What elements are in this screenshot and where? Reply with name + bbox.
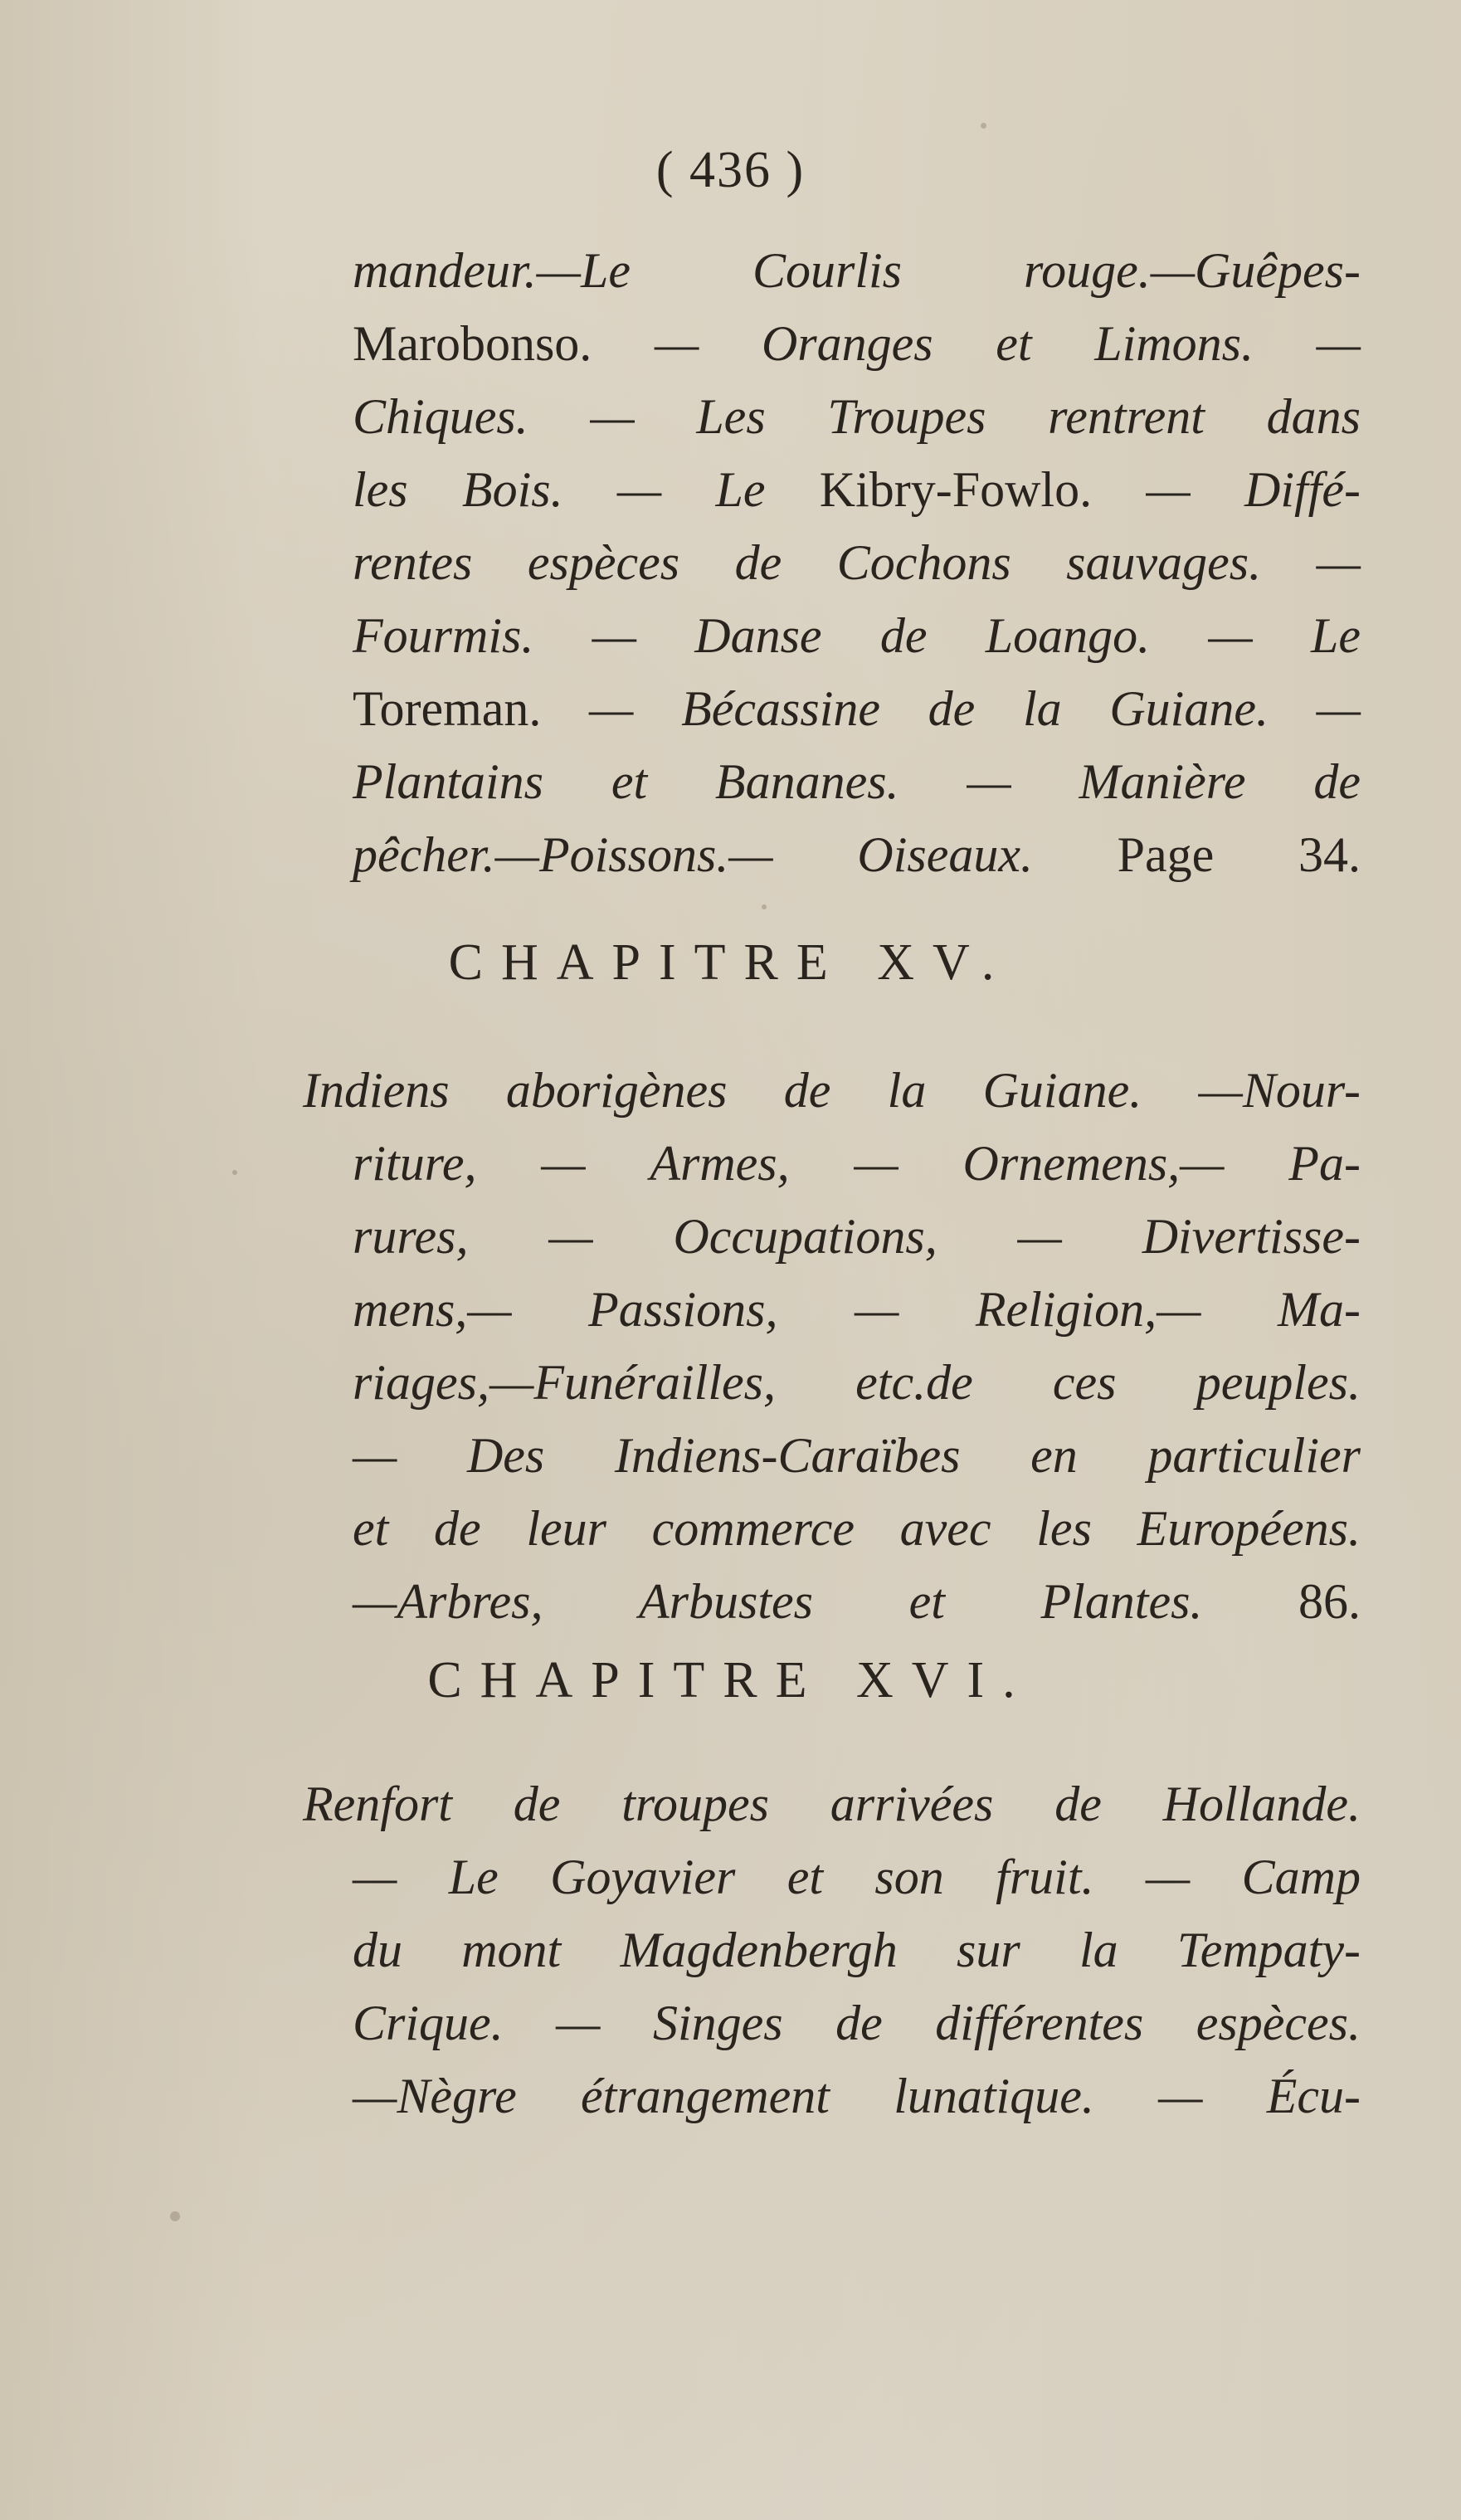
word: — [1017, 1209, 1062, 1264]
foxing-spot [981, 123, 986, 129]
word: Arbustes [639, 1574, 814, 1629]
word: Oiseaux. [857, 827, 1033, 882]
word: — [1316, 316, 1361, 371]
chapter-16-heading: CHAPITRE XVI. [427, 1652, 1034, 1708]
word: la [887, 1063, 927, 1118]
text-line [353, 1419, 1361, 1492]
word: Ornemens,— [962, 1136, 1225, 1191]
word: mandeur.—Le [353, 243, 631, 298]
word: — [1316, 535, 1361, 590]
text-line [353, 599, 1361, 672]
word: —Nour- [1198, 1063, 1361, 1118]
word: arrivées [830, 1777, 994, 1831]
text-line [353, 1200, 1361, 1273]
text-line [353, 2059, 1361, 2132]
word: — [589, 681, 634, 736]
word: de [879, 608, 928, 663]
word: particulier [1147, 1428, 1361, 1483]
word: riture, [353, 1136, 477, 1191]
word: aborigènes [505, 1063, 728, 1118]
word: Le [448, 1850, 499, 1904]
text-line [303, 1054, 1361, 1127]
word: fruit. [996, 1850, 1094, 1904]
word: riages,—Funérailles, [353, 1355, 776, 1410]
word: — [654, 316, 699, 371]
foxing-spot [170, 2211, 180, 2221]
word: Magdenbergh [620, 1923, 898, 1977]
word: — [353, 1428, 397, 1483]
word: sur [957, 1923, 1020, 1977]
word: —Nègre [353, 2069, 517, 2123]
word: — [1158, 2069, 1203, 2123]
word: —Arbres, [353, 1574, 543, 1629]
word: — [855, 1282, 899, 1337]
word: espèces. [1196, 1996, 1361, 2050]
word: Chiques. [353, 389, 528, 444]
word: Écu- [1266, 2069, 1361, 2123]
word: Le [1311, 608, 1361, 663]
word: peuples. [1196, 1355, 1361, 1410]
word: — [353, 1850, 397, 1904]
word: Bécassine [681, 681, 880, 736]
text-line [353, 1565, 1361, 1638]
word: et [353, 1501, 389, 1556]
word: Armes, [650, 1136, 790, 1191]
word: Divertisse- [1142, 1209, 1361, 1264]
word: sauvages. [1066, 535, 1262, 590]
word: rentes [353, 535, 473, 590]
text-line [353, 745, 1361, 818]
chapter-15-summary [303, 1054, 1361, 1638]
word: Plantes. [1040, 1574, 1203, 1629]
text-line [353, 453, 1361, 526]
word: la [1079, 1923, 1118, 1977]
text-line [353, 672, 1361, 745]
word: Diffé- [1244, 462, 1361, 517]
foxing-spot [232, 1170, 237, 1175]
word: — [854, 1136, 899, 1191]
word: du [353, 1923, 402, 1977]
word: pêcher.—Poissons.— [353, 827, 773, 882]
foxing-spot [762, 904, 767, 909]
word: Le [715, 462, 766, 517]
word: Loango. [985, 608, 1151, 663]
word: de [928, 681, 976, 736]
text-line [353, 1273, 1361, 1346]
word: rentrent [1048, 389, 1205, 444]
page-number: ( 436 ) [655, 142, 806, 198]
word: Indiens [303, 1063, 450, 1118]
text-line [353, 1492, 1361, 1565]
text-line [353, 234, 1361, 307]
word: Tempaty- [1176, 1923, 1361, 1977]
word: Page [1117, 827, 1215, 882]
text-line [353, 818, 1361, 891]
word: Hollande. [1162, 1777, 1361, 1831]
text-line [353, 307, 1361, 380]
text-line [353, 1127, 1361, 1200]
word: Plantains [353, 754, 544, 809]
word: troupes [621, 1777, 769, 1831]
word: Européens. [1137, 1501, 1361, 1556]
word: de [434, 1501, 481, 1556]
word: — [616, 462, 662, 517]
word: et [996, 316, 1032, 371]
word: espèces [527, 535, 680, 590]
word: Troupes [827, 389, 986, 444]
word: 34. [1298, 827, 1361, 882]
word: Les [696, 389, 766, 444]
word: avec [899, 1501, 991, 1556]
word: Pa- [1288, 1136, 1361, 1191]
word: — [592, 608, 636, 663]
word: Danse [694, 608, 822, 663]
word: Crique. [353, 1996, 504, 2050]
word: Limons. [1094, 316, 1254, 371]
word: Toreman. [353, 681, 542, 736]
word: leur [526, 1501, 606, 1556]
word: Singes [652, 1996, 783, 2050]
text-line [353, 1346, 1361, 1419]
word: Oranges [761, 316, 933, 371]
word: Goyavier [550, 1850, 736, 1904]
word: — [1316, 681, 1361, 736]
word: Cochons [836, 535, 1011, 590]
word: ces [1052, 1355, 1117, 1410]
word: Guiane. [982, 1063, 1142, 1118]
word: Indiens-Caraïbes [614, 1428, 961, 1483]
word: Ma- [1277, 1282, 1361, 1337]
word: mont [461, 1923, 562, 1977]
word: de [734, 535, 782, 590]
chapter-15-heading: CHAPITRE XV. [448, 934, 1013, 991]
word: différentes [935, 1996, 1144, 2050]
word: de [1054, 1777, 1102, 1831]
word: Courlis [752, 243, 903, 298]
word: Manière [1079, 754, 1246, 809]
word: — [590, 389, 635, 444]
text-line [353, 1986, 1361, 2059]
text-line [303, 1767, 1361, 1840]
word: Religion,— [975, 1282, 1201, 1337]
word: son [874, 1850, 944, 1904]
word: les [353, 462, 408, 517]
word: rouge.—Guêpes- [1023, 243, 1361, 298]
word: 86. [1298, 1574, 1361, 1629]
word: — [556, 1996, 601, 2050]
word: rures, [353, 1209, 469, 1264]
word: Passions, [588, 1282, 778, 1337]
word: — [1146, 462, 1191, 517]
word: de [783, 1063, 831, 1118]
word: Kibry-Fowlo. [819, 462, 1093, 517]
word: Des [466, 1428, 545, 1483]
word: Guiane. [1109, 681, 1269, 736]
word: de [835, 1996, 883, 2050]
word: Renfort [303, 1777, 452, 1831]
text-line [353, 526, 1361, 599]
word: les [1036, 1501, 1092, 1556]
word: — [967, 754, 1011, 809]
word: de [1313, 754, 1361, 809]
word: Occupations, [673, 1209, 937, 1264]
word: et [787, 1850, 824, 1904]
word: dans [1266, 389, 1361, 444]
text-line [353, 1913, 1361, 1986]
word: — [548, 1209, 593, 1264]
chapter-16-summary [303, 1767, 1361, 2132]
word: — [541, 1136, 586, 1191]
word: Fourmis. [353, 608, 534, 663]
word: étrangement [581, 2069, 830, 2123]
word: lunatique. [894, 2069, 1094, 2123]
word: Bois. [461, 462, 563, 517]
word: Bananes. [714, 754, 899, 809]
word: mens,— [353, 1282, 512, 1337]
continued-chapter-summary [353, 234, 1361, 891]
word: la [1022, 681, 1062, 736]
word: Camp [1241, 1850, 1361, 1904]
word: de [513, 1777, 561, 1831]
word: Marobonso. [353, 316, 592, 371]
word: et [611, 754, 648, 809]
word: et [908, 1574, 945, 1629]
word: etc.de [855, 1355, 973, 1410]
word: — [1145, 1850, 1191, 1904]
word: — [1208, 608, 1253, 663]
text-line [353, 380, 1361, 453]
word: commerce [651, 1501, 855, 1556]
word: en [1030, 1428, 1078, 1483]
text-line [353, 1840, 1361, 1913]
